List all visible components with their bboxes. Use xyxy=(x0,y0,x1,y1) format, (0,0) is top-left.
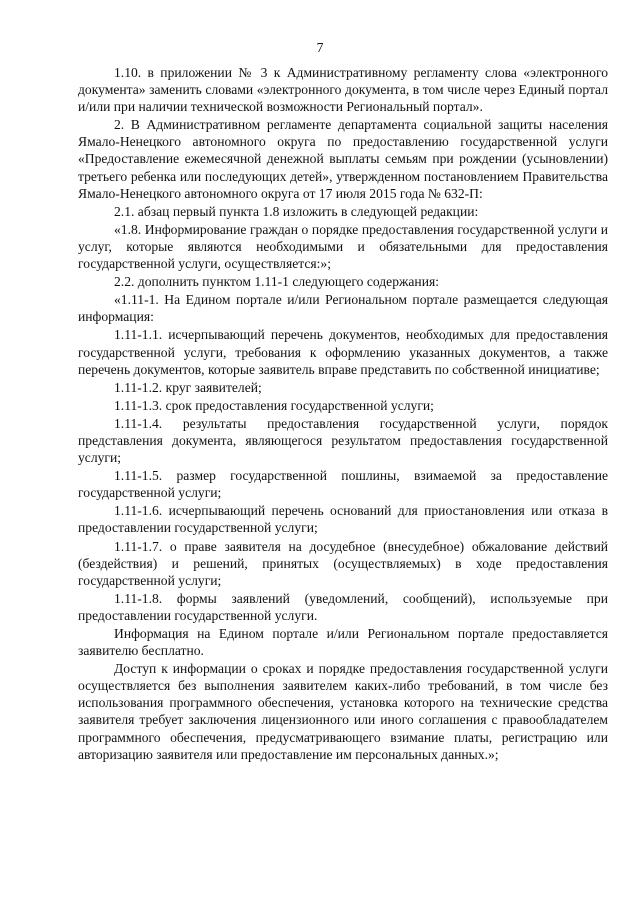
paragraph-1-11-1: «1.11-1. На Едином портале и/или Региональном портале размещается следующая информация: xyxy=(78,292,608,325)
paragraph-free-info: Информация на Едином портале и/или Региональном портале предоставляется заявителю бесплатно. xyxy=(78,626,608,659)
paragraph-1-11-1-1: 1.11-1.1. исчерпывающий перечень документов, необходимых для предоставления государственной услуги, требования к оформлению указанных документов, а также перечень документов, которые заявитель вправе представить по собственной инициативе; xyxy=(78,327,608,377)
paragraph-2: 2. В Административном регламенте департамента социальной защиты населения Ямало-Ненецкого автономного округа по предоставлению государственной услуги «Предоставление ежемесячной денежной выплаты семьям при рождении (усыновлении) третьего ребенка или последующих детей», утвержденном постановлением Правительства Ямало-Ненецкого автономного округа от 17 июля 2015 года № 632-П: xyxy=(78,117,608,201)
paragraph-1-11-1-7: 1.11-1.7. о праве заявителя на досудебное (внесудебное) обжалование действий (бездействия) и решений, принятых (осуществляемых) в ходе предоставления государственной услуги; xyxy=(78,538,608,588)
paragraph-1-11-1-2: 1.11-1.2. круг заявителей; xyxy=(114,379,262,395)
page-number: 7 xyxy=(316,40,324,55)
paragraph-1-11-1-3: 1.11-1.3. срок предоставления государственной услуги; xyxy=(114,397,434,413)
paragraph-1-11-1-5: 1.11-1.5. размер государственной пошлины, взимаемой за предоставление государственной услуги; xyxy=(78,468,608,501)
paragraph-1-11-1-8: 1.11-1.8. формы заявлений (уведомлений, сообщений), используемые при предоставлении государственной услуги. xyxy=(78,590,608,623)
paragraph-access-info: Доступ к информации о сроках и порядке предоставления государственной услуги осуществляется без выполнения заявителем каких-либо требований, в том числе без использования программного обеспечения, установка которого на технические средства заявителя требует заключения лицензионного или иного соглашения с правообладателем программного обеспечения, предусматривающего взимание платы, регистрацию или авторизацию заявителя или предоставление им персональных данных.»; xyxy=(78,661,608,762)
paragraph-1-11-1-6: 1.11-1.6. исчерпывающий перечень оснований для приостановления или отказа в предоставлении государственной услуги; xyxy=(78,503,608,536)
paragraph-2-2: 2.2. дополнить пунктом 1.11-1 следующего содержания: xyxy=(114,274,440,290)
paragraph-1-11-1-4: 1.11-1.4. результаты предоставления государственной услуги, порядок представления документа, являющегося результатом предоставления государственной услуги; xyxy=(78,415,608,466)
paragraph-1-10: 1.10. в приложении № 3 к Административному регламенту слова «электронного документа» заменить словами «электронного документа, в том числе через Единый портал и/или при наличии технической возможности Региональный портал». xyxy=(78,65,608,115)
paragraph-1-8-quote: «1.8. Информирование граждан о порядке предоставления государственной услуги и услуг, которые являются необходимыми и обязательными для предоставления государственной услуги, осуществляется:»; xyxy=(78,221,608,272)
paragraph-2-1: 2.1. абзац первый пункта 1.8 изложить в следующей редакции: xyxy=(114,203,479,219)
document-body xyxy=(78,64,608,763)
